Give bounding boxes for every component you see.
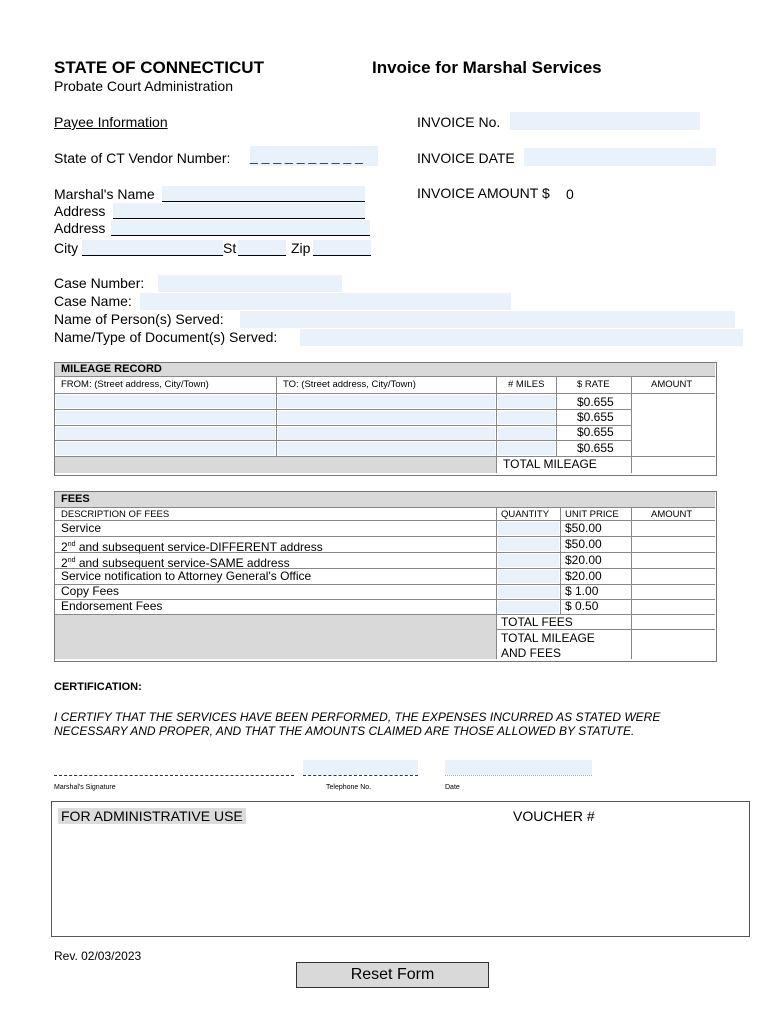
voucher-label: VOUCHER #: [513, 808, 595, 824]
invoice-date-label: INVOICE DATE: [417, 150, 515, 166]
agency-name: Probate Court Administration: [54, 78, 233, 94]
mileage-total-grey: [55, 457, 496, 473]
fee-desc-attorney: Service notification to Attorney General's Office: [61, 569, 312, 583]
fee-price-service: $50.00: [565, 521, 602, 535]
zip-label: Zip: [291, 240, 311, 256]
mileage-from-4[interactable]: [56, 442, 275, 455]
date-field[interactable]: [445, 760, 592, 775]
mileage-to-2[interactable]: [278, 411, 495, 424]
case-name-field[interactable]: [140, 293, 511, 310]
fees-title-bar: [55, 492, 715, 507]
marshal-name-label: Marshal's Name: [54, 186, 155, 202]
vendor-number-field[interactable]: _ _ _ _ _ _ _ _ _ _: [250, 146, 378, 166]
invoice-amount-label: INVOICE AMOUNT $: [417, 185, 550, 201]
signature-label: Marshal's Signature: [54, 784, 116, 791]
fee-qty-4[interactable]: [498, 570, 559, 583]
mileage-rate-2: $0.655: [577, 410, 614, 424]
city-field[interactable]: [82, 240, 223, 256]
fee-price-same: $20.00: [565, 553, 602, 567]
col-unit: UNIT PRICE: [565, 509, 619, 520]
address2-field[interactable]: [111, 220, 370, 236]
city-label: City: [54, 240, 79, 256]
certification-text-1: I CERTIFY THAT THE SERVICES HAVE BEEN PERFORMED, THE EXPENSES INCURRED AS STATED WERE: [54, 710, 661, 724]
invoice-date-field[interactable]: [524, 148, 716, 166]
telephone-field[interactable]: [303, 760, 418, 775]
mileage-miles-2[interactable]: [498, 411, 555, 424]
mileage-from-3[interactable]: [56, 427, 275, 440]
fee-desc-copy: Copy Fees: [61, 584, 120, 598]
invoice-number-field[interactable]: [510, 112, 700, 130]
mileage-miles-1[interactable]: [498, 395, 555, 408]
col-fee-amount: AMOUNT: [651, 509, 693, 520]
state-field[interactable]: [238, 240, 286, 256]
address1-label: Address: [54, 203, 106, 219]
invoice-number-label: INVOICE No.: [417, 114, 501, 130]
case-number-field[interactable]: [158, 275, 342, 292]
col-rate: $ RATE: [577, 379, 610, 390]
fees-total-grey: [55, 615, 496, 659]
mileage-to-4[interactable]: [278, 442, 495, 455]
mileage-rate-4: $0.655: [577, 441, 614, 455]
fee-qty-1[interactable]: [498, 522, 559, 535]
col-amount: AMOUNT: [651, 379, 693, 390]
persons-served-field[interactable]: [240, 311, 735, 328]
documents-served-label: Name/Type of Document(s) Served:: [54, 329, 278, 345]
telephone-label: Telephone No.: [326, 784, 372, 791]
mileage-miles-4[interactable]: [498, 442, 555, 455]
fee-price-attorney: $20.00: [565, 569, 602, 583]
fee-price-copy: $ 1.00: [565, 584, 599, 598]
fee-qty-6[interactable]: [498, 601, 559, 613]
vendor-label: State of CT Vendor Number:: [54, 150, 231, 166]
address2-label: Address: [54, 220, 106, 236]
revision-date: Rev. 02/03/2023: [54, 949, 142, 963]
total-all-label-1: TOTAL MILEAGE: [501, 631, 595, 645]
col-qty: QUANTITY: [501, 509, 550, 520]
mileage-to-1[interactable]: [278, 395, 495, 408]
fee-qty-3[interactable]: [498, 554, 559, 567]
total-all-label-2: AND FEES: [501, 646, 562, 660]
payee-heading: Payee Information: [54, 114, 168, 130]
mileage-to-3[interactable]: [278, 427, 495, 440]
mileage-title: MILEAGE RECORD: [61, 363, 162, 375]
col-miles: # MILES: [508, 379, 545, 390]
fee-price-different: $50.00: [565, 537, 602, 551]
col-from: FROM: (Street address, City/Town): [61, 379, 209, 390]
mileage-from-2[interactable]: [56, 411, 275, 424]
fee-qty-5[interactable]: [498, 586, 559, 598]
admin-label: FOR ADMINISTRATIVE USE: [58, 808, 246, 824]
fee-desc-same: 2nd and subsequent service-SAME address: [61, 556, 290, 570]
fee-desc-different: 2nd and subsequent service-DIFFERENT address: [61, 540, 323, 554]
fees-title: FEES: [61, 493, 90, 505]
mileage-rate-3: $0.655: [577, 425, 614, 439]
fee-qty-2[interactable]: [498, 538, 559, 551]
signature-line[interactable]: [54, 775, 294, 776]
case-name-label: Case Name:: [54, 293, 132, 309]
fee-desc-service: Service: [61, 521, 102, 535]
mileage-rate-1: $0.655: [577, 395, 614, 409]
fee-price-endorsement: $ 0.50: [565, 599, 599, 613]
mileage-miles-3[interactable]: [498, 427, 555, 440]
invoice-amount-value: 0: [566, 186, 574, 202]
certification-text-2: NECESSARY AND PROPER, AND THAT THE AMOUNTS CLAIMED ARE THOSE ALLOWED BY STATUTE.: [54, 724, 635, 738]
persons-served-label: Name of Person(s) Served:: [54, 311, 224, 327]
certification-heading: CERTIFICATION:: [54, 681, 142, 693]
invoice-title: Invoice for Marshal Services: [372, 58, 602, 77]
address1-field[interactable]: [113, 203, 365, 219]
marshal-name-field[interactable]: [162, 186, 365, 202]
state-label: St: [223, 240, 237, 256]
case-number-label: Case Number:: [54, 275, 145, 291]
date-label: Date: [445, 784, 460, 791]
col-desc: DESCRIPTION OF FEES: [61, 509, 170, 520]
total-mileage-label: TOTAL MILEAGE: [503, 457, 597, 471]
mileage-from-1[interactable]: [56, 395, 275, 408]
reset-form-button[interactable]: Reset Form: [296, 962, 489, 988]
fee-desc-endorsement: Endorsement Fees: [61, 599, 163, 613]
documents-served-field[interactable]: [300, 329, 743, 346]
state-title: STATE OF CONNECTICUT: [54, 58, 264, 77]
zip-field[interactable]: [313, 240, 371, 256]
col-to: TO: (Street address, City/Town): [283, 379, 416, 390]
total-fees-label: TOTAL FEES: [501, 615, 573, 629]
